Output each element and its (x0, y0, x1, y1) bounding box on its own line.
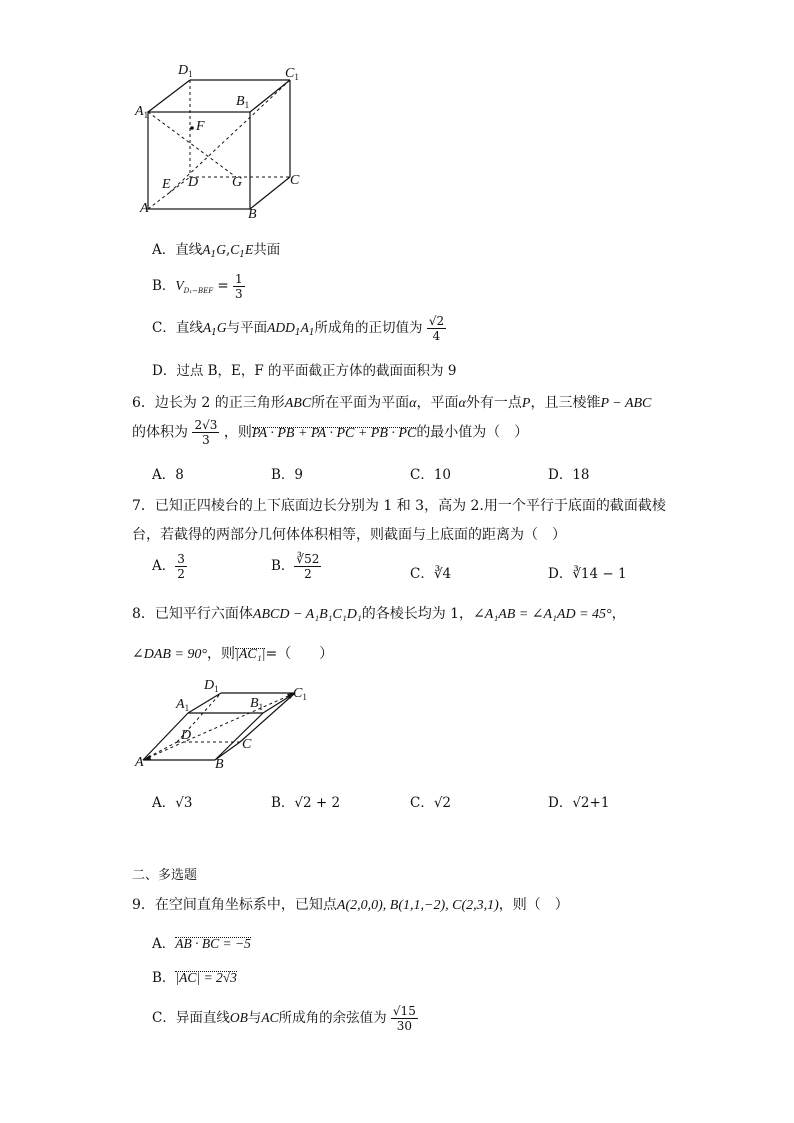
label-F: F (196, 119, 205, 134)
q5-option-a[interactable]: A．直线$A_1G,C_1E$共面 (152, 242, 281, 260)
p-label-C: C (242, 737, 252, 752)
q6-option-b[interactable]: B．9 (271, 467, 304, 483)
q6-stem-line1: 6．边长为 2 的正三角形ABC所在平面为平面α，平面α外有一点P，且三棱锥P − ABC (132, 395, 652, 411)
q9-option-c[interactable]: C．异面直线OB与AC所成角的余弦值为 $\frac{√15}{30}$ (152, 1004, 416, 1033)
q7-option-d[interactable]: D．∛14 − 1 (548, 566, 627, 582)
label-C: C (290, 173, 300, 188)
label-D1: $D_1$ (178, 63, 193, 79)
q9-stem: 9．在空间直角坐标系中，已知点A(2,0,0), B(1,1,−2), C(2,3,1)，则（ ） (132, 897, 569, 913)
q6-stem-line2: 的体积为 $\frac{2√3}{3}$ ，则PA · PB + PA · PC + PB · PC的最小值为（ ） (132, 418, 529, 447)
p-label-C1: $C_1$ (293, 686, 307, 702)
q8-stem-line1: 8．已知平行六面体ABCD − A₁B₁C₁D₁的各棱长均为 1，∠A₁AB = ∠A₁AD = 45°， (132, 606, 626, 622)
q9-option-a[interactable]: A．AB · BC = −5 (152, 936, 251, 952)
q8-option-b[interactable]: B．√2 + 2 (271, 795, 341, 811)
label-A: A (140, 201, 149, 216)
q7-stem-line1: 7．已知正四棱台的上下底面边长分别为 1 和 3，高为 2.用一个平行于底面的截面截棱 (132, 498, 666, 514)
section-heading: 二、多选题 (132, 868, 198, 883)
label-E: E (162, 177, 171, 192)
p-label-D: D (181, 728, 192, 743)
label-G: G (232, 175, 243, 190)
q8-stem-line2: ∠DAB = 90°，则|AC₁|=（ ） (132, 646, 334, 662)
p-label-A: A (135, 755, 144, 770)
p-label-A1: $A_1$ (176, 697, 190, 713)
q5-option-c[interactable]: C．直线$A_1G$与平面$ADD_1A_1$所成角的正切值为 $\frac{√2}{4}$ (152, 314, 445, 343)
label-B: B (248, 207, 257, 222)
q6-option-c[interactable]: C．10 (410, 467, 452, 483)
q8-option-d[interactable]: D．√2+1 (548, 795, 610, 811)
q9-option-b[interactable]: B．|AC| = 2√3 (152, 970, 237, 986)
q7-option-b[interactable]: B． $\frac{∛52}{2}$ (271, 552, 320, 581)
label-B1: $B_1$ (236, 94, 250, 110)
q6-option-a[interactable]: A．8 (152, 467, 184, 483)
q7-stem-line2: 台，若截得的两部分几何体体积相等，则截面与上底面的距离为（ ） (132, 527, 566, 543)
q8-option-a[interactable]: A．√3 (152, 795, 193, 811)
q7-option-c[interactable]: C．∛4 (410, 566, 452, 582)
label-C1: $C_1$ (285, 66, 299, 82)
q5-option-b[interactable]: B．$V_{D_1-BEF}$ = $\frac{1}{3}$ (152, 272, 243, 301)
q7-option-a[interactable]: A． $\frac{3}{2}$ (152, 552, 185, 581)
label-A1: $A_1$ (135, 104, 149, 120)
label-D: D (188, 175, 199, 190)
q5-option-d[interactable]: D．过点 B，E，F 的平面截正方体的截面面积为 9 (152, 363, 457, 379)
parallelepiped-figure (135, 680, 315, 775)
cube-figure (130, 60, 310, 230)
p-label-D1: $D_1$ (204, 678, 219, 694)
p-label-B1: $B_1$ (250, 696, 264, 712)
q8-option-c[interactable]: C．√2 (410, 795, 452, 811)
q6-option-d[interactable]: D．18 (548, 467, 590, 483)
p-label-B: B (215, 757, 224, 772)
